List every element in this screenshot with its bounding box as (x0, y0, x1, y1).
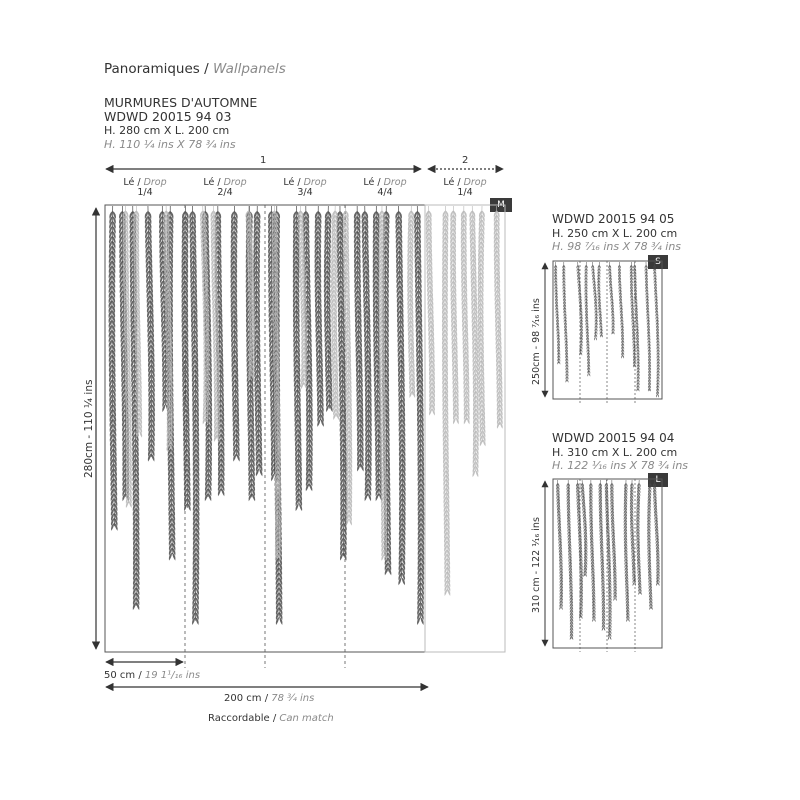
total-width-label: 200 cm / 78 ¾ ins (224, 693, 315, 704)
variant-s-ref: WDWD 20015 94 05 (552, 212, 675, 226)
title-french: Panoramiques (104, 61, 200, 77)
drop-label-3: Lé / Drop 3/4 (283, 177, 327, 198)
drop-label-2: Lé / Drop 2/4 (203, 177, 247, 198)
variant-l-dims-cm: H. 310 cm X L. 200 cm (552, 445, 678, 459)
title-english: Wallpanels (212, 61, 286, 77)
drop-label-4: Lé / Drop 4/4 (363, 177, 407, 198)
willow-foliage-main (109, 206, 425, 625)
product-name: MURMURES D'AUTOMNE (104, 95, 258, 110)
product-dims-in: H. 110 ¼ ins X 78 ¾ ins (104, 138, 236, 151)
variant-s-dims-in: H. 98 ⁷⁄₁₆ ins X 78 ¾ ins (552, 240, 682, 253)
variant-s-panel (553, 261, 662, 405)
variant-l-dims-in: H. 122 ¹⁄₁₆ ins X 78 ¾ ins (552, 459, 689, 472)
product-dims-cm: H. 280 cm X L. 200 cm (104, 124, 230, 137)
variant-l-height-label: 310 cm - 122 ¹⁄₁₆ ins (531, 517, 542, 613)
variant-s-dims-cm: H. 250 cm X L. 200 cm (552, 226, 678, 240)
main-height-label: 280cm - 110 ¼ ins (83, 379, 95, 478)
set-2-label: 2 (462, 155, 469, 166)
variant-l-panel (553, 479, 662, 652)
size-badge-m: M (490, 198, 512, 212)
drop-label-5: Lé / Drop 1/4 (443, 177, 487, 198)
product-ref: WDWD 20015 94 03 (104, 109, 232, 124)
willow-foliage-l (556, 480, 660, 640)
variant-l-ref: WDWD 20015 94 04 (552, 431, 675, 445)
variant-s-height-label: 250cm - 98 ⁷⁄₁₆ ins (531, 298, 542, 385)
drop-width-label: 50 cm / 19 1¹/₁₆ ins (104, 670, 201, 681)
match-label: Raccordable / Can match (208, 713, 334, 724)
size-badge-s: S (648, 255, 668, 269)
title-separator: / (204, 61, 209, 77)
drop-label-1: Lé / Drop 1/4 (123, 177, 167, 198)
main-panel (105, 205, 505, 668)
willow-foliage-repeat (426, 206, 503, 596)
size-badge-l: L (648, 473, 668, 487)
set-1-label: 1 (260, 155, 267, 166)
